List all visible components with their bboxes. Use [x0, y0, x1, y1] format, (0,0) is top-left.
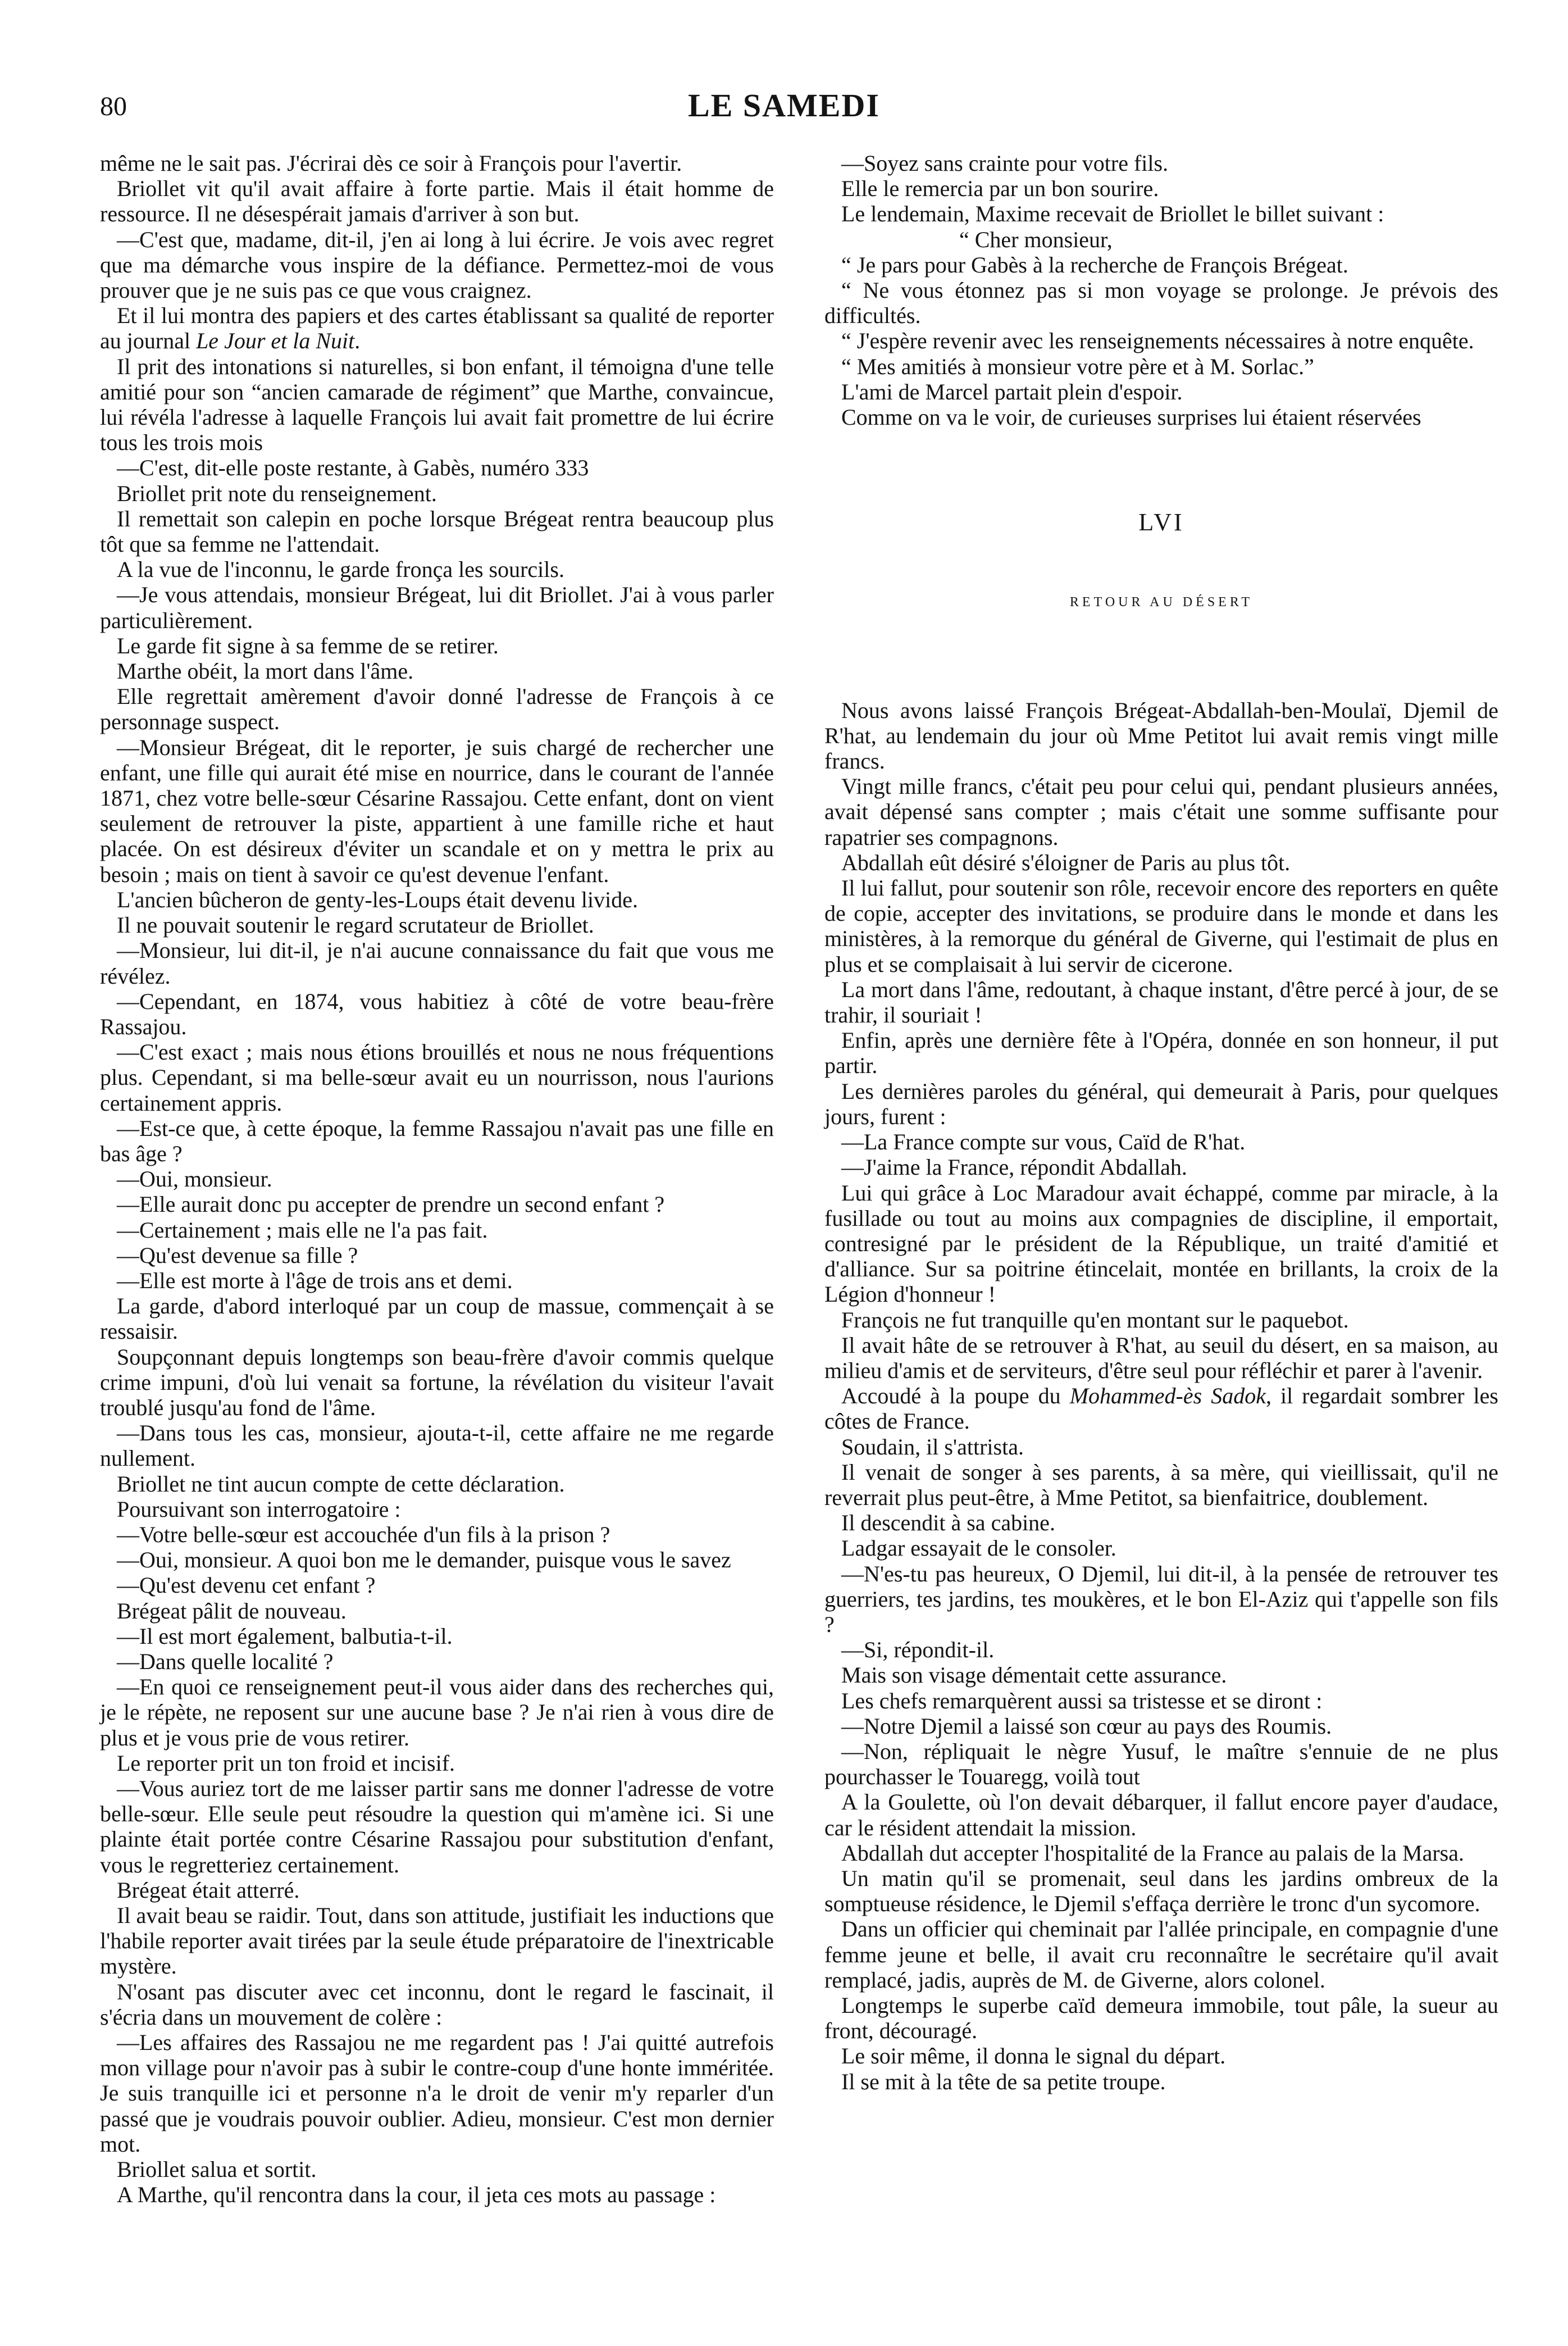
paragraph: —La France compte sur vous, Caïd de R'hat.: [841, 1129, 1246, 1155]
paragraph: Il venait de songer à ses parents, à sa mère, qui vieillissait, qu'il ne reverrait plus peut-être, à Mme Petitot, sa bienfaitrice, doublement.: [824, 1459, 1498, 1510]
paragraph: “ Ne vous étonnez pas si mon voyage se prolonge. Je prévois des difficultés.: [824, 278, 1498, 329]
left-column: [100, 151, 774, 2207]
paragraph: —Elle aurait donc pu accepter de prendre un second enfant ?: [117, 1192, 665, 1217]
chapter-body: [824, 698, 1498, 2094]
paragraph: Nous avons laissé François Brégeat-Abdallah-ben-Moulaï, Djemil de R'hat, au lendemain du jour où Mme Petitot lui avait remis vingt mille francs.: [824, 697, 1498, 774]
paragraph: “ Mes amitiés à monsieur votre père et à M. Sorlac.”: [841, 353, 1314, 379]
paragraph: A la Goulette, où l'on devait débarquer, il fallut encore payer d'audace, car le résident attendait la mission.: [824, 1789, 1498, 1840]
paragraph: —C'est que, madame, dit-il, j'en ai long à lui écrire. Je vois avec regret que ma démarche vous inspire de la défiance. Permettez-moi de vous prouver que je ne suis pas ce que vous craignez.: [100, 226, 774, 303]
paragraph: Soudain, il s'attrista.: [841, 1434, 1024, 1460]
paragraph: —Votre belle-sœur est accouchée d'un fils à la prison ?: [117, 1521, 610, 1547]
paragraph: Il remettait son calepin en poche lorsque Brégeat rentra beaucoup plus tôt que sa femme ne l'attendait.: [100, 506, 774, 557]
paragraph: Le soir même, il donna le signal du départ.: [841, 2043, 1226, 2069]
paragraph: Elle regrettait amèrement d'avoir donné l'adresse de François à ce personnage suspect.: [100, 684, 774, 735]
paragraph: Il descendit à sa cabine.: [841, 1510, 1055, 1536]
paragraph: Il avait beau se raidir. Tout, dans son attitude, justifiait les inductions que l'habile reporter avait tirées par la seule étude préparatoire de l'inextricable mystère.: [100, 1903, 774, 1979]
paragraph: Abdallah eût désiré s'éloigner de Paris au plus tôt.: [841, 849, 1291, 875]
paragraph: —Oui, monsieur. A quoi bon me le demander, puisque vous le savez: [117, 1547, 731, 1573]
paragraph: —Monsieur Brégeat, dit le reporter, je suis chargé de rechercher une enfant, une fille qui aurait été mise en nourrice, dans le courant de l'année 1871, chez votre belle-sœur Césarine Rassajou. Cette enfant, dont on vient seulement de retrouver la piste, appartient à une famille riche et haut placée. On est désireux d'éviter un scandale et on y mettra le prix au besoin ; mais on tient à savoir ce qu'est devenue l'enfant.: [100, 734, 774, 887]
paragraph: —C'est exact ; mais nous étions brouillés et nous ne nous fréquentions plus. Cependant, si ma belle-sœur avait eu un nourrisson, nous l'aurions certainement appris.: [100, 1039, 774, 1116]
paragraph: —C'est, dit-elle poste restante, à Gabès, numéro 333: [117, 455, 589, 481]
paragraph: La mort dans l'âme, redoutant, à chaque instant, d'être percé à jour, de se trahir, il souriait !: [824, 976, 1498, 1028]
paragraph: —Si, répondit-il.: [841, 1637, 995, 1663]
paragraph: —Dans tous les cas, monsieur, ajouta-t-il, cette affaire ne me regarde nullement.: [100, 1420, 774, 1471]
chapter-title: RETOUR AU DÉSERT: [1069, 595, 1254, 610]
letter-section: [824, 151, 1498, 430]
paragraph: Dans un officier qui cheminait par l'allée principale, en compagnie d'une femme jeune et belle, il avait cru reconnaître le secrétaire qu'il avait remplacé, jadis, auprès de M. de Giverne, alors colonel.: [824, 1916, 1498, 1993]
paragraph: —J'aime la France, répondit Abdallah.: [841, 1154, 1187, 1180]
paragraph: Marthe obéit, la mort dans l'âme.: [117, 658, 414, 684]
page-number: 80: [100, 92, 127, 121]
paragraph: Un matin qu'il se promenait, seul dans les jardins ombreux de la somptueuse résidence, le Djemil s'effaça derrière le tronc d'un sycomore.: [824, 1865, 1498, 1917]
paragraph: —Monsieur, lui dit-il, je n'ai aucune connaissance du fait que vous me révélez.: [100, 938, 774, 989]
journal-title: LE SAMEDI: [688, 87, 880, 124]
paragraph: Le reporter prit un ton froid et incisif.: [117, 1750, 455, 1776]
paragraph: —Non, répliquait le nègre Yusuf, le maître s'ennuie de ne plus pourchasser le Touaregg, voilà tout: [824, 1738, 1498, 1790]
paragraph: même ne le sait pas. J'écrirai dès ce soir à François pour l'avertir.: [100, 151, 682, 176]
paragraph: Longtemps le superbe caïd demeura immobile, tout pâle, la sueur au front, découragé.: [824, 1993, 1498, 2044]
paragraph: Brégeat était atterré.: [117, 1877, 300, 1903]
paragraph: Il prit des intonations si naturelles, si bon enfant, il témoigna d'une telle amitié pour son “ancien camarade de régiment” que Marthe, convaincue, lui révéla l'adresse à laquelle François lui avait fait promettre de lui écrire tous les trois mois: [100, 353, 774, 456]
paragraph: Et il lui montra des papiers et des cartes établissant sa qualité de reporter au journal Le Jour et la Nuit.: [100, 303, 774, 354]
paragraph: —Il est mort également, balbutia-t-il.: [117, 1623, 453, 1649]
paragraph: —En quoi ce renseignement peut-il vous aider dans des recherches qui, je le répète, ne reposent sur une aucune base ? Je n'ai rien à vous dire de plus et je vous prie de vous retirer.: [100, 1674, 774, 1751]
paragraph: Lui qui grâce à Loc Maradour avait échappé, comme par miracle, à la fusillade ou tout au moins aux compagnies de discipline, il emportait, contresigné par le président de la République, un traité d'amitié et d'alliance. Sur sa poitrine étincelait, montée en brillants, la croix de la Légion d'honneur !: [824, 1180, 1498, 1307]
paragraph: A la vue de l'inconnu, le garde fronça les sourcils.: [117, 557, 564, 583]
paragraph: Poursuivant son interrogatoire :: [117, 1496, 401, 1522]
paragraph: Briollet ne tint aucun compte de cette déclaration.: [117, 1471, 565, 1497]
paragraph: Elle le remercia par un bon sourire.: [841, 176, 1159, 202]
paragraph: La garde, d'abord interloqué par un coup de massue, commençait à se ressaisir.: [100, 1293, 774, 1344]
paragraph: N'osant pas discuter avec cet inconnu, dont le regard le fascinait, il s'écria dans un mouvement de colère :: [100, 1979, 774, 2030]
paragraph: —Oui, monsieur.: [117, 1166, 272, 1192]
paragraph: Le lendemain, Maxime recevait de Briollet le billet suivant :: [841, 201, 1384, 227]
paragraph: Briollet vit qu'il avait affaire à forte partie. Mais il était homme de ressource. Il ne désespérait jamais d'arriver à son but.: [100, 176, 774, 227]
paragraph: Briollet prit note du renseignement.: [117, 480, 437, 506]
paragraph: —Elle est morte à l'âge de trois ans et demi.: [117, 1267, 513, 1293]
chapter-number: LVI: [1138, 508, 1184, 537]
paragraph: Il ne pouvait soutenir le regard scrutateur de Briollet.: [117, 912, 594, 938]
paragraph: L'ami de Marcel partait plein d'espoir.: [841, 379, 1183, 404]
paragraph: L'ancien bûcheron de genty-les-Loups était devenu livide.: [117, 886, 638, 912]
paragraph: —Je vous attendais, monsieur Brégeat, lui dit Briollet. J'ai à vous parler particulièrement.: [100, 582, 774, 633]
paragraph: Mais son visage démentait cette assurance.: [841, 1662, 1227, 1688]
paragraph: “ Cher monsieur,: [959, 226, 1113, 252]
paragraph: —Certainement ; mais elle ne l'a pas fait.: [117, 1217, 488, 1243]
paragraph: A Marthe, qu'il rencontra dans la cour, il jeta ces mots au passage :: [117, 2182, 716, 2208]
paragraph: Le garde fit signe à sa femme de se retirer.: [117, 633, 499, 658]
paragraph: Ladgar essayait de le consoler.: [841, 1535, 1116, 1561]
paragraph: Brégeat pâlit de nouveau.: [117, 1598, 347, 1624]
paragraph: Abdallah dut accepter l'hospitalité de la France au palais de la Marsa.: [841, 1840, 1464, 1866]
paragraph: —Vous auriez tort de me laisser partir sans me donner l'adresse de votre belle-sœur. Elle seule peut résoudre la question qui m'amène ici. Si une plainte était portée contre Césarine Rassajou pour substitution d'enfant, vous le regretteriez certainement.: [100, 1776, 774, 1877]
paragraph: —Dans quelle localité ?: [117, 1648, 334, 1674]
paragraph: Briollet salua et sortit.: [117, 2157, 317, 2183]
paragraph: Il lui fallut, pour soutenir son rôle, recevoir encore des reporters en quête de copie, accepter des invitations, se produire dans le monde et dans les ministères, à la remorque du général de Giverne, qui l'estimait de plus en plus et se complaisait à lui servir de cicerone.: [824, 875, 1498, 977]
paragraph: —Qu'est devenue sa fille ?: [117, 1242, 358, 1268]
paragraph: —Qu'est devenu cet enfant ?: [117, 1572, 376, 1598]
paragraph: Il se mit à la tête de sa petite troupe.: [841, 2068, 1166, 2094]
right-column: [824, 151, 1498, 2094]
paragraph: Soupçonnant depuis longtemps son beau-frère d'avoir commis quelque crime impuni, d'où lui venait sa fortune, la révélation du visiteur l'avait troublé jusqu'au fond de l'âme.: [100, 1344, 774, 1420]
paragraph: Accoudé à la poupe du Mohammed-ès Sadok, il regardait sombrer les côtes de France.: [824, 1383, 1498, 1434]
paragraph: Les dernières paroles du général, qui demeurait à Paris, pour quelques jours, furent :: [824, 1078, 1498, 1129]
paragraph: Les chefs remarquèrent aussi sa tristesse et se diront :: [841, 1688, 1323, 1713]
paragraph: “ J'espère revenir avec les renseignements nécessaires à notre enquête.: [841, 328, 1474, 354]
paragraph: Vingt mille francs, c'était peu pour celui qui, pendant plusieurs années, avait dépensé sans compter ; mais c'était une somme suffisante pour rapatrier ses compagnons.: [824, 774, 1498, 850]
paragraph: —Les affaires des Rassajou ne me regardent pas ! J'ai quitté autrefois mon village pour n'avoir pas à subir le contre-coup d'une honte imméritée. Je suis tranquille ici et personne n'a le droit de venir m'y reparler d'un passé que je voudrais pouvoir oublier. Adieu, monsieur. C'est mon dernier mot.: [100, 2030, 774, 2157]
paragraph: Comme on va le voir, de curieuses surprises lui étaient réservées: [841, 404, 1421, 430]
paragraph: Il avait hâte de se retrouver à R'hat, au seuil du désert, en sa maison, au milieu d'amis et de serviteurs, d'être seul pour réfléchir et parer à l'avenir.: [824, 1332, 1498, 1383]
paragraph: —N'es-tu pas heureux, O Djemil, lui dit-il, à la pensée de retrouver tes guerriers, tes jardins, tes moukères, et le bon El-Aziz qui t'appelle son fils ?: [824, 1561, 1498, 1637]
paragraph: Enfin, après une dernière fête à l'Opéra, donnée en son honneur, il put partir.: [824, 1027, 1498, 1079]
paragraph: —Est-ce que, à cette époque, la femme Rassajou n'avait pas une fille en bas âge ?: [100, 1115, 774, 1166]
paragraph: —Soyez sans crainte pour votre fils.: [841, 151, 1169, 176]
paragraph: —Cependant, en 1874, vous habitiez à côté de votre beau-frère Rassajou.: [100, 988, 774, 1039]
paragraph: François ne fut tranquille qu'en montant sur le paquebot.: [841, 1307, 1349, 1333]
paragraph: —Notre Djemil a laissé son cœur au pays des Roumis.: [841, 1713, 1332, 1739]
paragraph: “ Je pars pour Gabès à la recherche de François Brégeat.: [841, 252, 1348, 278]
